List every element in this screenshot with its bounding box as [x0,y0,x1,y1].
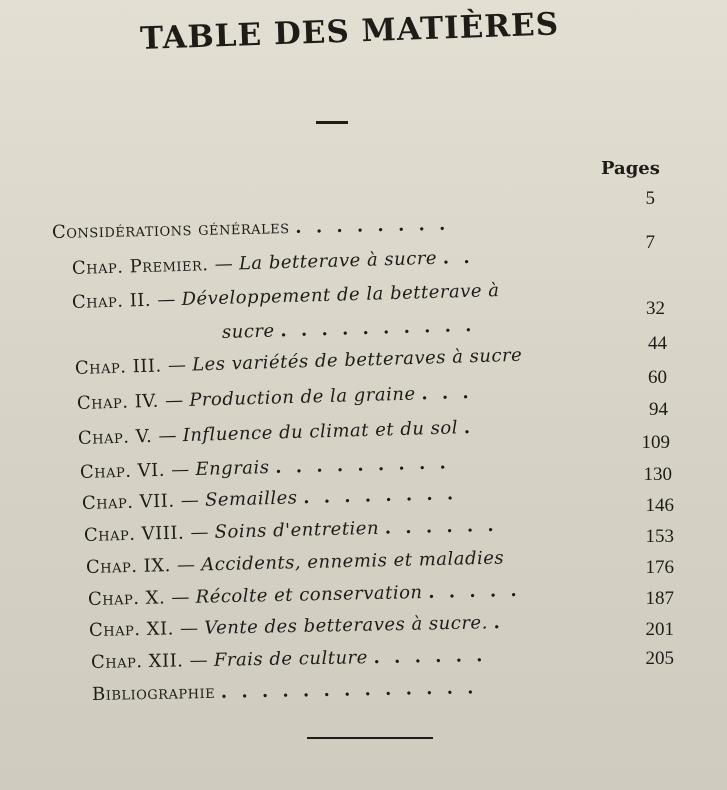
title-dash [316,121,348,124]
bottom-rule [307,737,433,739]
leader-dots: . [493,612,505,634]
toc-entry [72,280,500,313]
leader-dots: . . . [421,381,473,405]
toc-entry-title: Accidents, ennemis et maladies [201,547,505,576]
toc-entry-title: Frais de culture [213,647,369,671]
toc-entry-label: Bibliographie [91,681,216,705]
toc-entry-label: Chap. VII. — [81,489,200,514]
toc-page-number: 5 [645,188,655,209]
toc-entry-title: Récolte et conservation [195,581,423,608]
toc-entry-title: Engrais [195,457,270,480]
toc-page-number: 205 [645,648,674,669]
toc-entry [86,548,505,578]
toc-page-number: 146 [645,495,674,516]
toc-entry-label: Chap. IV. — [76,390,184,414]
leader-dots: . [463,416,475,439]
leader-dots: . . [442,246,474,269]
toc-entry-title: Vente des betteraves à sucre. [204,612,489,639]
toc-page-number: 60 [648,367,667,388]
toc-entry-label: Chap. XII. — [90,649,209,673]
toc-entry-label: Considérations générales [51,217,290,243]
toc-entry [88,580,521,610]
toc-entry-title: Influence du climat et du sol [182,417,459,447]
leader-dots: . . . . . [428,579,521,603]
leader-dots: . . . . . . . . . . . . . [220,677,478,703]
toc-entry-title: Les variétés de betteraves à sucre [191,344,523,376]
pages-column-label: Pages [601,158,660,179]
toc-entry [89,612,504,641]
toc-entry [52,214,450,243]
toc-entry-label: Chap. IX. — [85,554,196,578]
toc-entry-title: La betterave à sucre [238,247,438,275]
toc-page-number: 187 [645,588,674,609]
toc-entry-title: Développement de la betterave à [181,280,500,310]
toc-entry [92,677,478,705]
toc-entry-label: Chap. X. — [87,586,191,610]
toc-entry-label: Chap. VIII. — [83,521,210,546]
toc-page-number: 130 [643,464,672,485]
toc-entry-title: sucre [221,320,275,343]
toc-page-number: 44 [648,333,667,354]
toc-entry-title: Production de la graine [189,383,416,411]
toc-entry [75,345,523,379]
toc-entry-label: Chap. III. — [74,354,187,379]
toc-entry [80,452,450,483]
toc-entry [78,417,475,449]
toc-entry [77,382,473,414]
leader-dots: . . . . . . . . . . [280,314,476,342]
leader-dots: . . . . . . [373,645,487,669]
leader-dots: . . . . . . [384,514,498,539]
toc-entry [82,483,458,514]
toc-page-number: 109 [641,432,670,453]
toc-page-number: 7 [645,232,655,253]
toc-entry-label: Chap. Premier. — [71,253,234,279]
bleed-through-text [560,60,564,76]
leader-dots: . . . . . . . . [295,213,450,238]
toc-entry-label: Chap. VI. — [79,459,190,483]
toc-entry [72,247,474,279]
toc-page-number: 153 [645,526,674,547]
toc-page-number: 94 [649,399,668,420]
toc-entry [84,515,498,546]
leader-dots: . . . . . . . . [302,483,458,509]
leader-dots: . . . . . . . . . [274,452,451,478]
toc-entry-title: Soins d'entretien [214,517,380,543]
toc-entry-label: Chap. V. — [77,425,178,449]
toc-entry [91,645,487,673]
toc-page-number: 32 [646,298,665,319]
toc-entry-continuation [222,315,476,343]
page-title: TABLE DES MATIÈRES [139,6,560,57]
toc-page-number: 176 [645,557,674,578]
toc-entry-title: Semailles [204,487,298,511]
toc-entry-label: Chap. XI. — [88,617,199,641]
toc-entry-label: Chap. II. — [71,289,177,313]
toc-page-number: 201 [645,619,674,640]
